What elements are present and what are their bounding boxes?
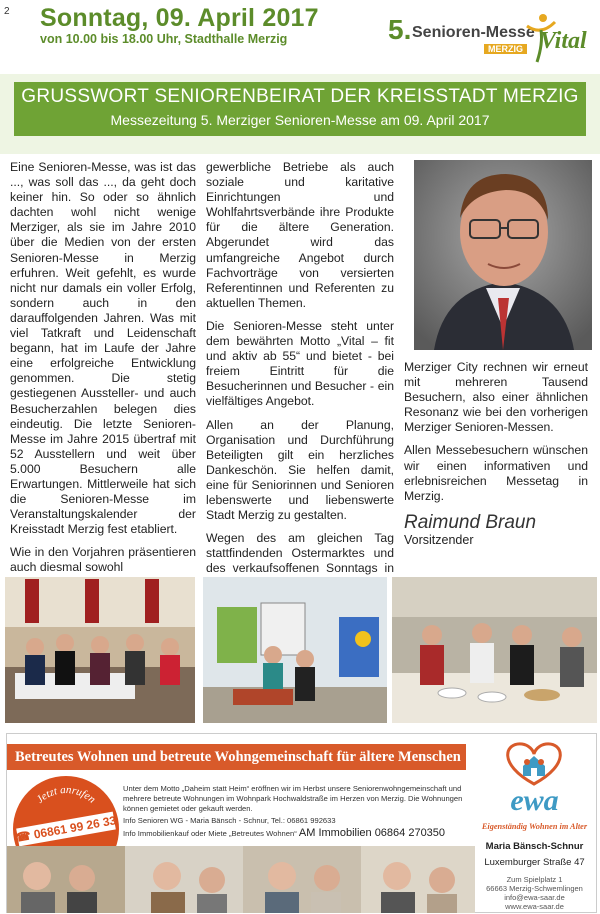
banner-subtitle: Messezeitung 5. Merziger Senioren-Messe am 09. April 2017 xyxy=(110,112,490,128)
logo-number: 5. xyxy=(388,14,412,45)
event-photo-3 xyxy=(392,577,597,723)
paragraph: gewerbliche Betriebe als auch soziale und karitative Einrichtungen und Wohlfahrtsverbände ihre Produkte für die ältere Generation. Abgerundet wird das umfangreiche Angebot durch Fachvorträge von versierten Referentinnen und Referenten zu aktuellen Themen. xyxy=(206,160,394,310)
ad-headline: Betreutes Wohnen und betreute Wohngemeinschaft für ältere Menschen xyxy=(15,749,461,765)
article-column-1 xyxy=(10,160,196,584)
banner-title: GRUSSWORT SENIORENBEIRAT DER KREISSTADT MERZIG xyxy=(21,86,579,107)
contact-address-2: 66663 Merzig-Schwemlingen xyxy=(486,884,583,893)
svg-text:☎ 06861 99 26 33 xyxy=(15,813,118,845)
ad-headline-bar xyxy=(7,744,466,770)
paragraph: Allen Messebesuchern wünschen wir einen informativen und erlebnisreichen Messetag in Merzig. xyxy=(404,443,588,503)
logo-town: MERZIG xyxy=(484,44,527,54)
page-number: 2 xyxy=(4,6,10,17)
call-badge-phone: 06861 99 26 33 xyxy=(32,813,118,842)
event-date: Sonntag, 09. April 2017 xyxy=(40,4,319,32)
paragraph: Wegen des am gleichen Tag stattfindenden Ostermarktes und des verkaufsoffenen Sonntags in xyxy=(206,531,394,576)
contact-name: Maria Bänsch-Schnur xyxy=(485,841,584,852)
call-badge-top: Jetzt anrufen xyxy=(34,783,98,806)
event-time: von 10.00 bis 18.00 Uhr, Stadthalle Merzig xyxy=(40,32,288,46)
seniors-photo-strip xyxy=(7,846,475,913)
contact-web[interactable]: www.ewa-saar.de xyxy=(505,902,564,911)
paragraph: Merziger City rechnen wir erneut mit mehreren Tausend Besuchern, also einer ähnlichen Resonanz wie bei den vorherigen Merziger Senioren-Messen. xyxy=(404,360,588,435)
paragraph: Allen an der Planung, Organisation und Durchführung Beteiligten gilt ein herzliches Dankeschön. Sie helfen damit, eine für Seniorinnen und Senioren lebenswerte und liebenswerte Stadt Merzig zu gestalten. xyxy=(206,417,394,523)
ad-info-2-contact: AM Immobilien 06864 270350 xyxy=(298,827,446,839)
senioren-messe-logo xyxy=(388,10,598,66)
contact-street: Luxemburger Straße 47 xyxy=(484,857,585,868)
paragraph: Wie in den Vorjahren präsentieren auch diesmal sowohl xyxy=(10,545,196,575)
title-banner xyxy=(0,74,600,154)
paragraph: Eine Senioren-Messe, was ist das ..., was soll das ..., da geht doch keiner hin. So oder so ähnlich dachten wohl nicht wenige Merziger, als sie im Jahre 2010 über die Medien von der ersten Senioren-Messe in Merzig erfuhren. Weit gefehlt, es wurde nicht nur damals ein voller Erfolg, sondern auch in den darauffolgenden Jahren. Was mit viel Tatkraft und Leidenschaft begann, hat im Laufe der Jahre eine erfolgreiche Entwicklung genommen. Die stetig gestiegenen Aussteller- und auch Besucherzahlen belegen dies eindeutig. Die letzte Senioren-Messe im Jahre 2015 übertraf mit 52 Ausstellern und weit über 5.000 Besuchern alle Erwartungen. Mittlerweile hat sich die Senioren-Messe im Veranstaltungskalender der Kreisstadt Merzig fest etabliert. xyxy=(10,160,196,537)
event-photo-1 xyxy=(5,577,195,723)
event-photo-2 xyxy=(203,577,387,723)
paragraph: Die Senioren-Messe steht unter dem bewährten Motto „Vital – fit und aktiv ab 55“ und bietet - bei freiem Eintritt für die Besucherinnen und Besucher - ein vielfältiges Angebot. xyxy=(206,318,394,409)
ewa-brand: ewa xyxy=(510,784,559,817)
ad-info-2: Info Immobilienkauf oder Miete „Betreutes Wohnen“ xyxy=(123,829,297,838)
article-column-3 xyxy=(404,360,588,512)
ewa-logo xyxy=(477,738,592,911)
logo-name: Senioren-Messe xyxy=(412,24,535,41)
heart-house-icon xyxy=(477,738,592,788)
contact-address-1: Zum Spielplatz 1 xyxy=(506,875,563,884)
ad-body-main: Unter dem Motto „Daheim statt Heim“ eröffnen wir im Herbst unsere Seniorenwohngemeinschaft und mehrere betreute Wohnungen im Wohnpark Hochwaldstraße im Herzen von Merzig. Die Wohnungen können gemietet oder gekauft werden. xyxy=(123,784,463,813)
phone-icon: ☎ xyxy=(14,827,36,845)
signature-role: Vorsitzender xyxy=(404,533,474,547)
signature: Raimund Braun xyxy=(404,512,537,533)
ad-body xyxy=(123,784,475,841)
banner-box xyxy=(14,82,586,136)
ewa-tagline: Eigenständig Wohnen im Alter xyxy=(481,822,588,831)
portrait-photo xyxy=(414,160,592,350)
article-column-2 xyxy=(206,160,394,600)
advertisement xyxy=(6,733,597,913)
logo-brand: Vital xyxy=(540,28,587,54)
svg-text:Jetzt anrufen xyxy=(34,784,98,806)
contact-email[interactable]: info@ewa-saar.de xyxy=(504,893,565,902)
ad-info-1: Info Senioren WG - Maria Bänsch - Schnur, Tel.: 06861 992633 xyxy=(123,816,336,825)
